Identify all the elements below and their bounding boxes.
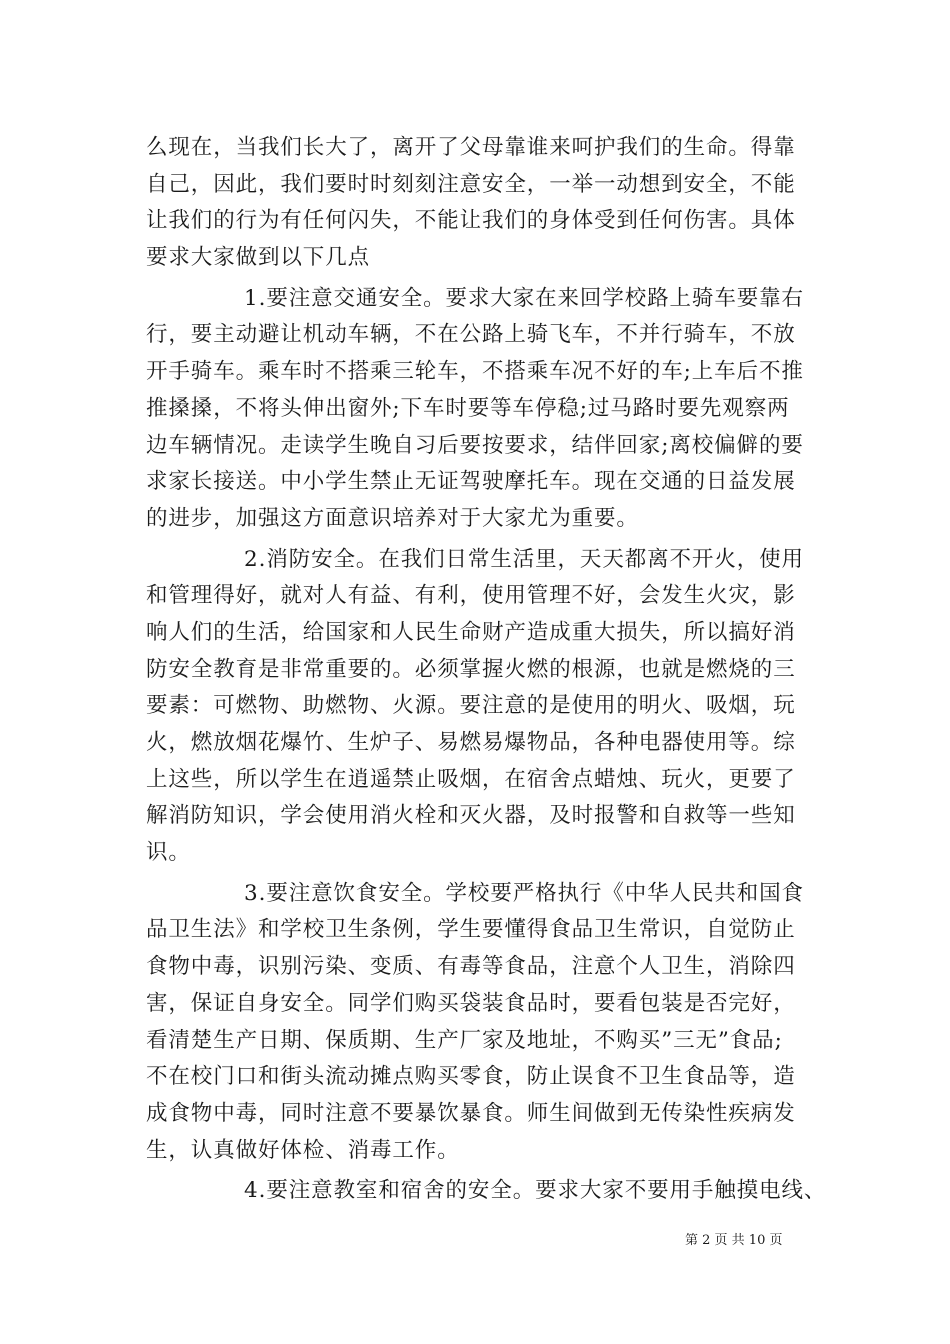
paragraph-traffic-safety: [146, 281, 806, 538]
text-line: 开手骑车。乘车时不搭乘三轮车，不搭乘车况不好的车;上车后不推: [146, 359, 804, 385]
text-line: 1.要注意交通安全。要求大家在来回学校路上骑车要靠右: [244, 285, 804, 311]
text-line: 求家长接送。中小学生禁止无证驾驶摩托车。现在交通的日益发展: [146, 469, 796, 495]
text-line: 害，保证自身安全。同学们购买袋装食品时，要看包装是否完好，: [146, 990, 796, 1016]
text-line: 成食物中毒，同时注意不要暴饮暴食。师生间做到无传染性疾病发: [146, 1100, 796, 1126]
text-line: 识。: [146, 840, 191, 866]
paragraph-fire-safety: [146, 542, 806, 872]
text-line: 要求大家做到以下几点: [146, 245, 371, 271]
text-line: 要素：可燃物、助燃物、火源。要注意的是使用的明火、吸烟，玩: [146, 693, 796, 719]
text-line: 3.要注意饮食安全。学校要严格执行《中华人民共和国食: [244, 880, 804, 906]
text-line: 品卫生法》和学校卫生条例，学生要懂得食品卫生常识，自觉防止: [146, 917, 796, 943]
paragraph-food-safety: [146, 876, 806, 1170]
text-line: 上这些，所以学生在逍遥禁止吸烟，在宿舍点蜡烛、玩火，更要了: [146, 766, 796, 792]
page-number: 第 2 页 共 10 页: [685, 1233, 783, 1248]
paragraph-intro: [146, 130, 806, 277]
text-line: 响人们的生活，给国家和人民生命财产造成重大损失，所以搞好消: [146, 619, 796, 645]
text-line: 的进步，加强这方面意识培养对于大家尤为重要。: [146, 505, 639, 531]
text-line: 边车辆情况。走读学生晚自习后要按要求，结伴回家;离校偏僻的要: [146, 432, 804, 458]
paragraph-dorm-safety: [146, 1173, 827, 1210]
text-line: 推搡搡，不将头伸出窗外;下车时要等车停稳;过马路时要先观察两: [146, 395, 790, 421]
text-line: 4.要注意教室和宿舍的安全。要求大家不要用手触摸电线、: [244, 1178, 827, 1204]
text-line: 2.消防安全。在我们日常生活里，天天都离不开火，使用: [244, 546, 804, 572]
text-line: 防安全教育是非常重要的。必须掌握火燃的根源，也就是燃烧的三: [146, 656, 796, 682]
text-line: 和管理得好，就对人有益、有利，使用管理不好，会发生火灾，影: [146, 583, 796, 609]
text-line: 让我们的行为有任何闪失，不能让我们的身体受到任何伤害。具体: [146, 208, 796, 234]
text-line: 解消防知识，学会使用消火栓和灭火器，及时报警和自救等一些知: [146, 803, 796, 829]
text-line: 火，燃放烟花爆竹、生炉子、易燃易爆物品，各种电器使用等。综: [146, 730, 796, 755]
text-line: 生，认真做好体检、消毒工作。: [146, 1137, 460, 1163]
text-line: 行，要主动避让机动车辆，不在公路上骑飞车，不并行骑车，不放: [146, 322, 796, 348]
text-line: 不在校门口和街头流动摊点购买零食，防止误食不卫生食品等，造: [146, 1064, 796, 1090]
text-line: 看清楚生产日期、保质期、生产厂家及地址，不购买”三无”食品;: [146, 1027, 783, 1053]
text-line: 食物中毒，识别污染、变质、有毒等食品，注意个人卫生，消除四: [146, 954, 796, 980]
text-line: 么现在，当我们长大了，离开了父母靠谁来呵护我们的生命。得靠: [146, 135, 796, 160]
text-line: 自己，因此，我们要时时刻刻注意安全，一举一动想到安全，不能: [146, 171, 796, 197]
document-body: [146, 130, 827, 1210]
